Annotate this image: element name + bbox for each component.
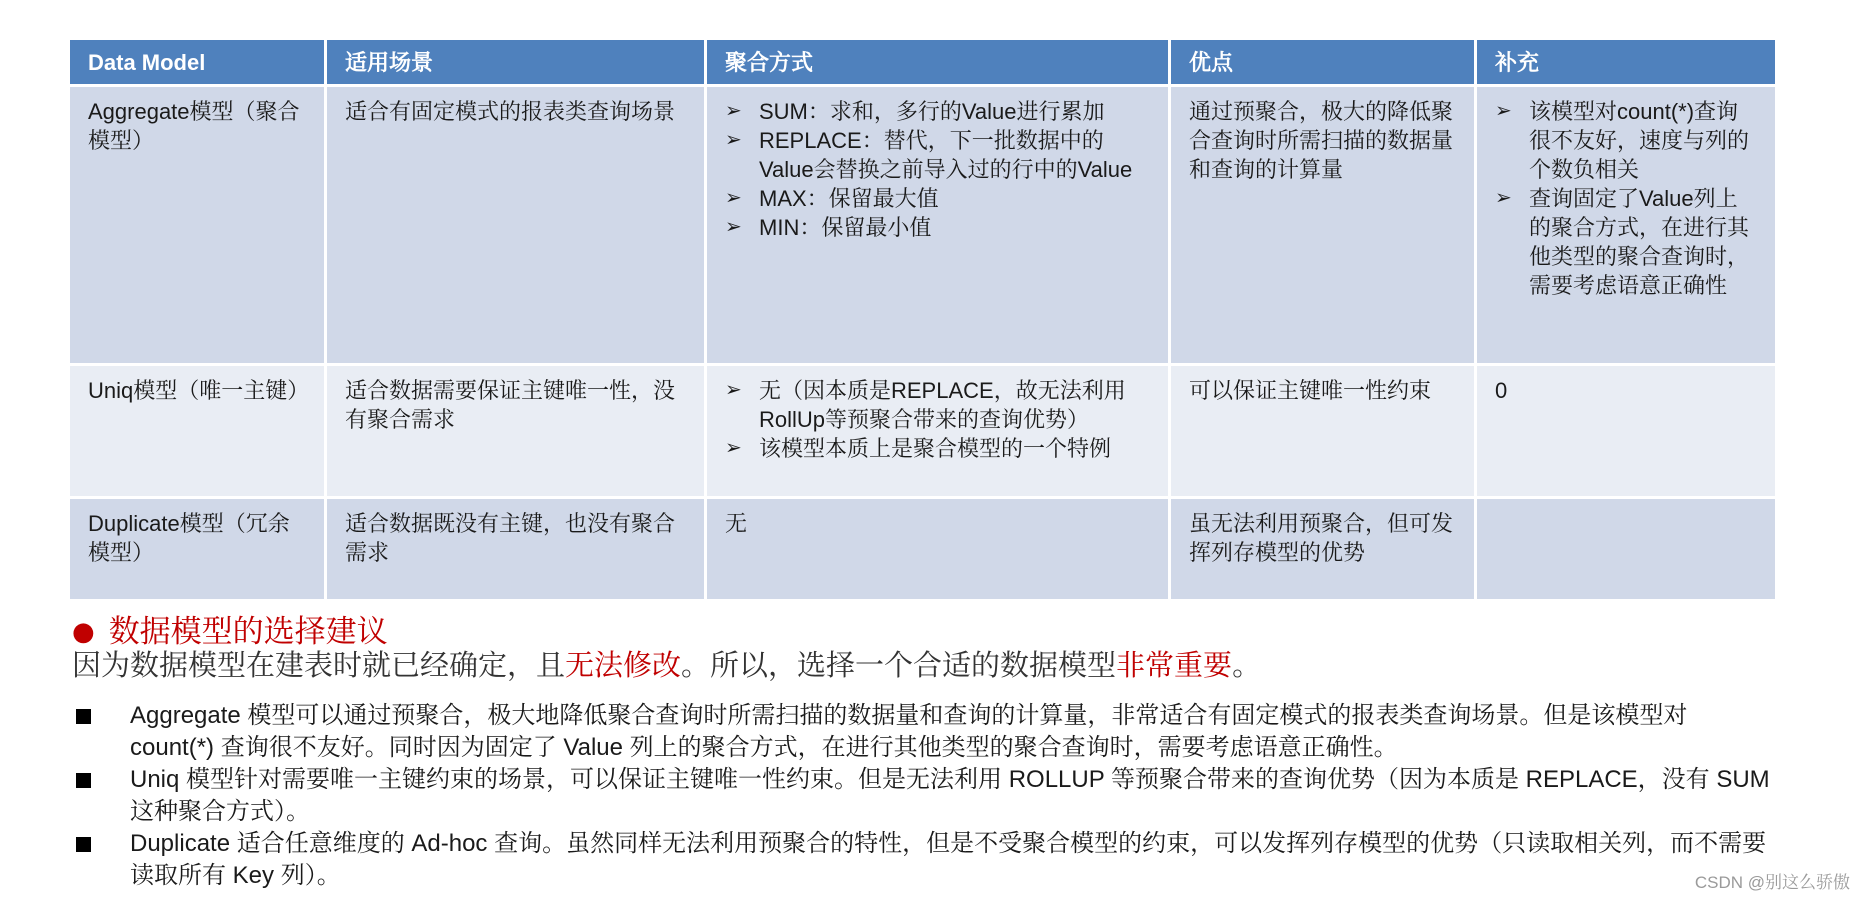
intro-prefix: 因为数据模型在建表时就已经确定，且	[72, 648, 566, 682]
header-scenario: 适用场景	[327, 40, 707, 87]
recommendation-list	[72, 700, 1772, 892]
aggregation-list	[725, 97, 1150, 242]
bullet-dot-icon: ●	[72, 617, 95, 647]
cell-aggregation	[707, 87, 1171, 366]
square-bullet-icon	[76, 837, 91, 852]
cell-advantage: 通过预聚合，极大的降低聚合查询时所需扫描的数据量和查询的计算量	[1171, 87, 1477, 366]
supplement-list	[1495, 97, 1757, 300]
cell-scenario: 适合数据既没有主键，也没有聚合需求	[327, 499, 707, 602]
header-aggregation: 聚合方式	[707, 40, 1171, 87]
cell-advantage: 可以保证主键唯一性约束	[1171, 366, 1477, 499]
header-supplement: 补充	[1477, 40, 1778, 87]
intro-highlight-1: 无法修改	[565, 648, 682, 682]
cell-aggregation	[707, 366, 1171, 499]
header-advantage: 优点	[1171, 40, 1477, 87]
bullet-text: Aggregate 模型可以通过预聚合，极大地降低聚合查询时所需扫描的数据量和查询的计算量，非常适合有固定模式的报表类查询场景。但是该模型对 count(*) 查询很不友好。同时因为固定了 Value 列上的聚合方式，在进行其他类型的聚合查询时，需要考虑语意正确性。	[130, 702, 1688, 761]
square-bullet-icon	[76, 773, 91, 788]
list-item: ➢ MIN：保留最小值	[725, 213, 1150, 242]
table-row	[70, 499, 1778, 602]
watermark: CSDN @别这么骄傲	[1694, 873, 1850, 892]
table-header-row	[70, 40, 1778, 87]
list-item	[72, 828, 1772, 892]
cell-model: Uniq模型（唯一主键）	[70, 366, 327, 499]
list-item: ➢ 该模型对count(*)查询很不友好，速度与列的个数负相关	[1495, 97, 1757, 184]
intro-mid: 。所以，选择一个合适的数据模型	[681, 648, 1117, 682]
intro-paragraph	[72, 643, 1261, 684]
cell-model: Duplicate模型（冗余模型）	[70, 499, 327, 602]
intro-suffix: 。	[1232, 648, 1262, 682]
table-row	[70, 87, 1778, 366]
aggregation-list	[725, 376, 1150, 463]
cell-supplement	[1477, 499, 1778, 602]
list-item	[72, 700, 1772, 764]
list-item: ➢ SUM：求和，多行的Value进行累加	[725, 97, 1150, 126]
header-data-model: Data Model	[70, 40, 327, 87]
intro-highlight-2: 非常重要	[1116, 648, 1233, 682]
cell-supplement: 0	[1477, 366, 1778, 499]
cell-supplement	[1477, 87, 1778, 366]
list-item	[72, 764, 1772, 828]
bullet-text: Duplicate 适合任意维度的 Ad-hoc 查询。虽然同样无法利用预聚合的特性，但是不受聚合模型的约束，可以发挥列存模型的优势（只读取相关列，而不需要读取所有 Key 列）。	[130, 830, 1767, 889]
cell-aggregation: 无	[707, 499, 1171, 602]
square-bullet-icon	[76, 709, 91, 724]
cell-scenario: 适合有固定模式的报表类查询场景	[327, 87, 707, 366]
cell-scenario: 适合数据需要保证主键唯一性，没有聚合需求	[327, 366, 707, 499]
cell-model: Aggregate模型（聚合模型）	[70, 87, 327, 366]
cell-advantage: 虽无法利用预聚合，但可发挥列存模型的优势	[1171, 499, 1477, 602]
table-row	[70, 366, 1778, 499]
list-item: ➢ 无（因本质是REPLACE，故无法利用RollUp等预聚合带来的查询优势）	[725, 376, 1150, 434]
list-item: ➢ 查询固定了Value列上的聚合方式，在进行其他类型的聚合查询时，需要考虑语意正确性	[1495, 184, 1757, 300]
data-model-table	[70, 40, 1778, 602]
bullet-text: Uniq 模型针对需要唯一主键约束的场景，可以保证主键唯一性约束。但是无法利用 ROLLUP 等预聚合带来的查询优势（因为本质是 REPLACE，没有 SUM 这种聚合方式）。	[130, 766, 1770, 825]
list-item: ➢ 该模型本质上是聚合模型的一个特例	[725, 434, 1150, 463]
list-item: ➢ REPLACE：替代，下一批数据中的Value会替换之前导入过的行中的Value	[725, 126, 1150, 184]
list-item: ➢ MAX：保留最大值	[725, 184, 1150, 213]
section-title: 数据模型的选择建议	[108, 614, 388, 650]
